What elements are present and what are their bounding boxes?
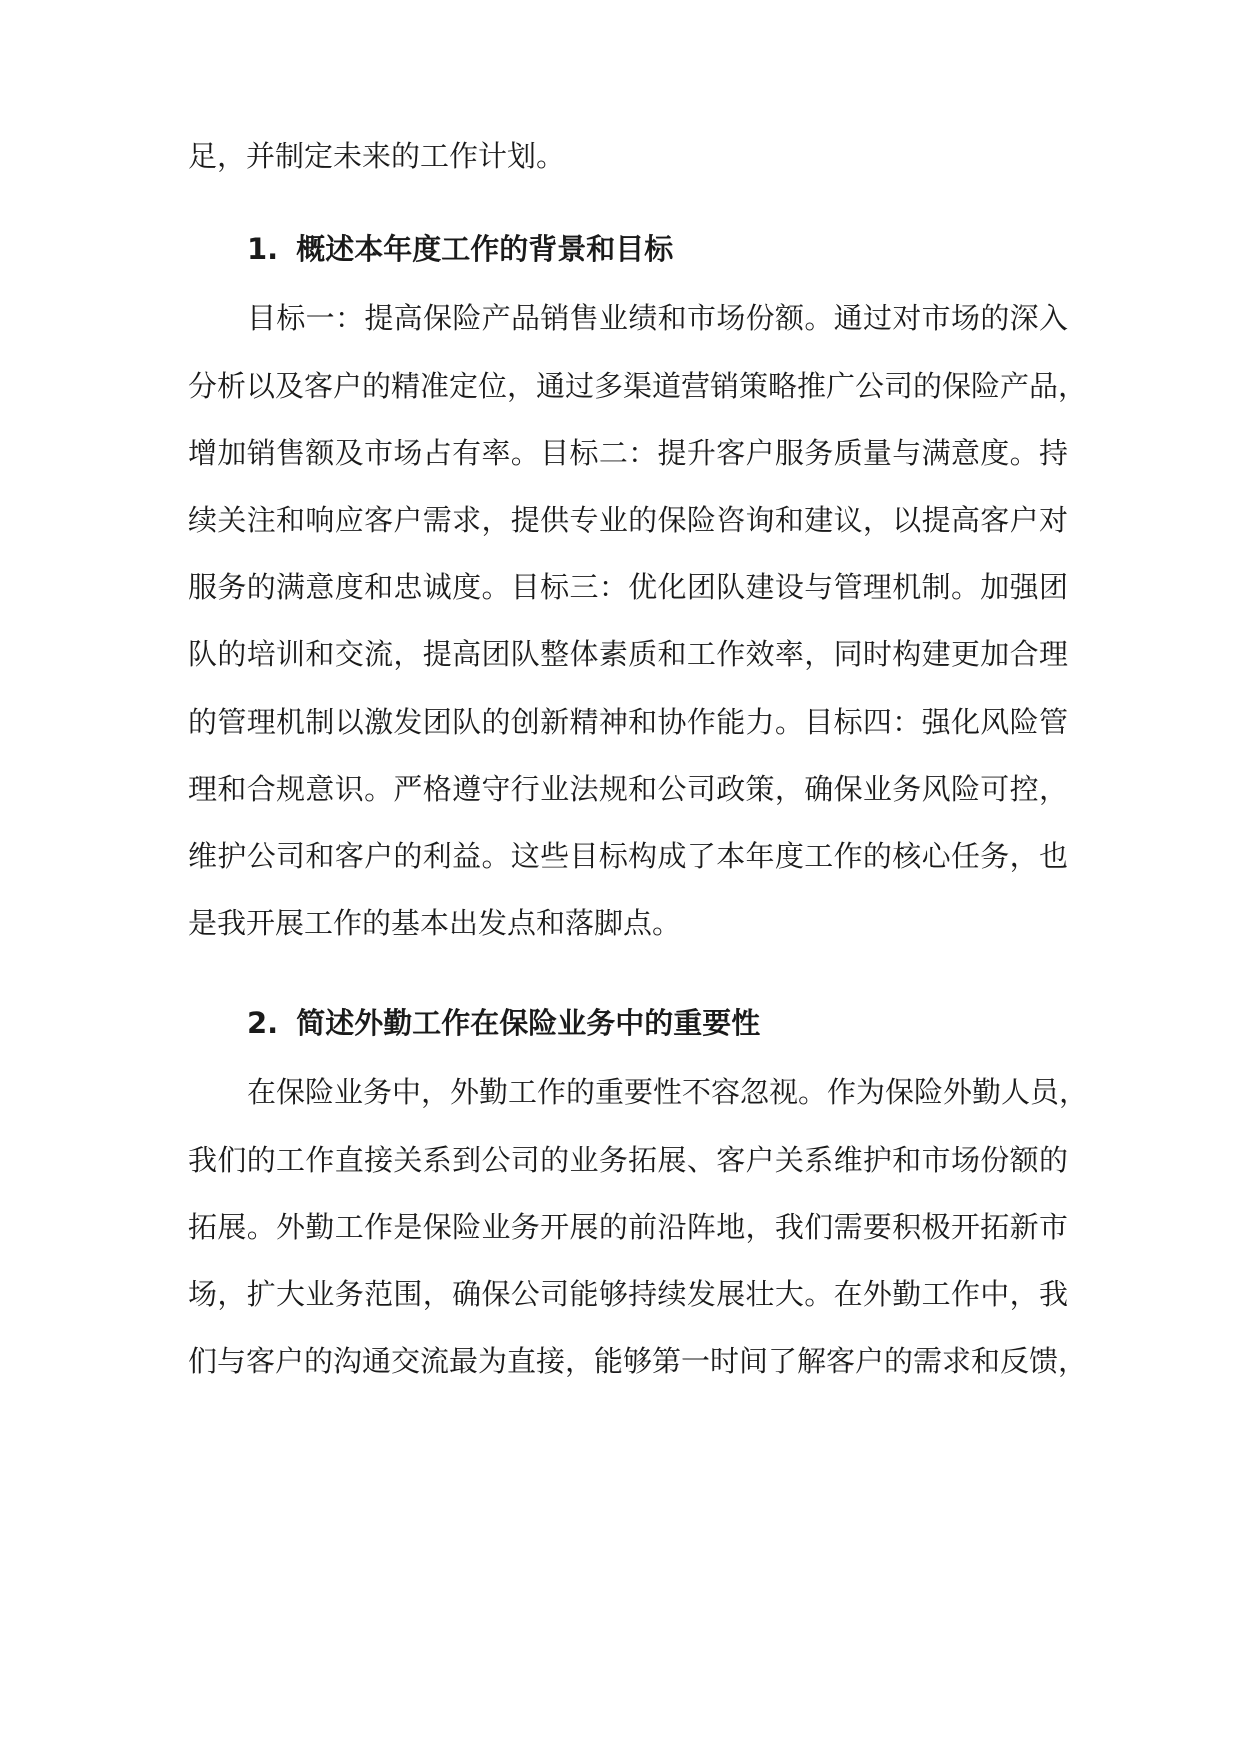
paragraph-line: 队的培训和交流，提高团队整体素质和工作效率，同时构建更加合理 xyxy=(188,637,1068,671)
paragraph-line: 维护公司和客户的利益。这些目标构成了本年度工作的核心任务，也 xyxy=(188,839,1068,873)
section-1-heading xyxy=(247,229,673,269)
paragraph-line: 目标一：提高保险产品销售业绩和市场份额。通过对市场的深入 xyxy=(247,301,1068,335)
paragraph-line: 增加销售额及市场占有率。目标二：提升客户服务质量与满意度。持 xyxy=(188,436,1068,470)
paragraph-line: 们与客户的沟通交流最为直接，能够第一时间了解客户的需求和反馈， xyxy=(188,1344,1088,1378)
paragraph-line: 拓展。外勤工作是保险业务开展的前沿阵地，我们需要积极开拓新市 xyxy=(188,1210,1068,1244)
section-2-heading xyxy=(247,1003,760,1043)
paragraph-line: 在保险业务中，外勤工作的重要性不容忽视。作为保险外勤人员， xyxy=(247,1075,1089,1109)
paragraph-line: 足，并制定未来的工作计划。 xyxy=(188,139,566,173)
paragraph-line: 服务的满意度和忠诚度。目标三：优化团队建设与管理机制。加强团 xyxy=(188,570,1068,604)
paragraph-line: 是我开展工作的基本出发点和落脚点。 xyxy=(188,906,682,940)
paragraph-line: 的管理机制以激发团队的创新精神和协作能力。目标四：强化风险管 xyxy=(188,705,1068,739)
section-1-number: 1. xyxy=(247,232,279,266)
section-1-title: 概述本年度工作的背景和目标 xyxy=(296,232,674,266)
paragraph-line: 场，扩大业务范围，确保公司能够持续发展壮大。在外勤工作中，我 xyxy=(188,1277,1068,1311)
paragraph-line: 我们的工作直接关系到公司的业务拓展、客户关系维护和市场份额的 xyxy=(188,1143,1068,1177)
paragraph-line: 分析以及客户的精准定位，通过多渠道营销策略推广公司的保险产品， xyxy=(188,369,1088,403)
paragraph-line: 续关注和响应客户需求，提供专业的保险咨询和建议，以提高客户对 xyxy=(188,503,1068,537)
paragraph-line: 理和合规意识。严格遵守行业法规和公司政策，确保业务风险可控， xyxy=(188,772,1068,806)
section-2-title: 简述外勤工作在保险业务中的重要性 xyxy=(296,1006,761,1040)
section-2-number: 2. xyxy=(247,1006,279,1040)
